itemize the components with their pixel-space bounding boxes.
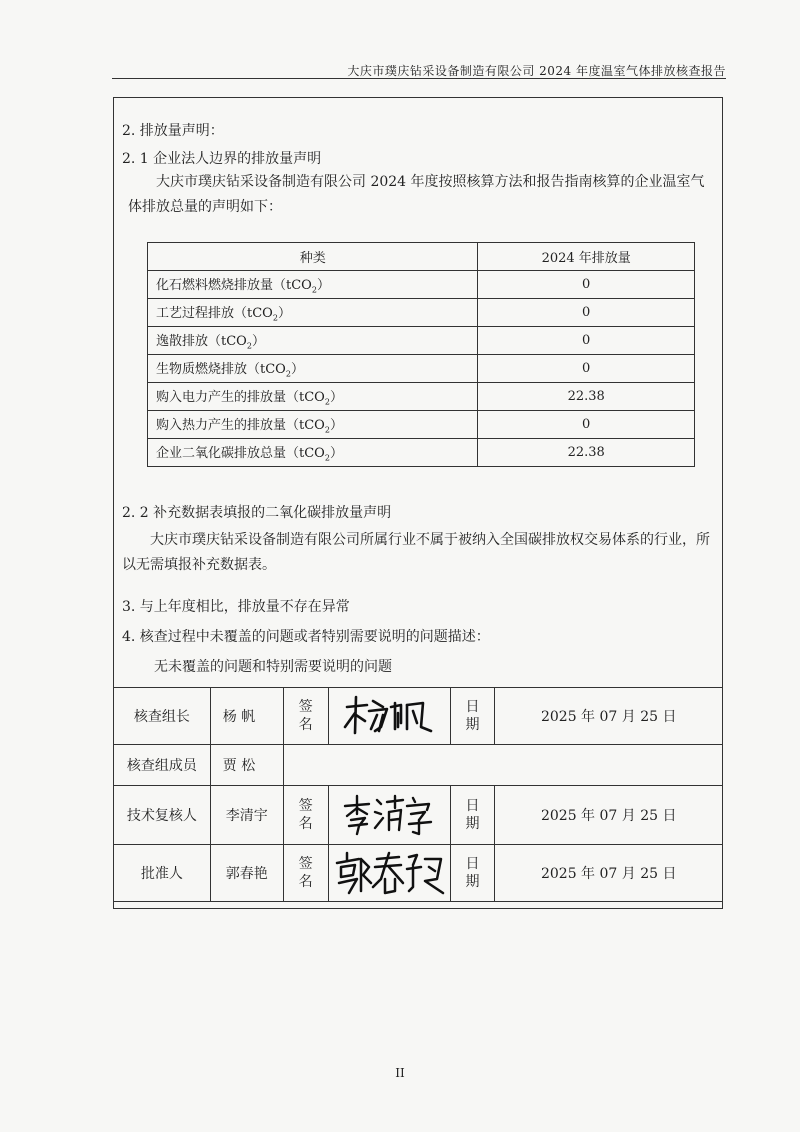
sign-label: 签 名 — [283, 688, 328, 745]
section4-text: 无未覆盖的问题和特别需要说明的问题 — [154, 659, 392, 675]
role-label: 批准人 — [114, 845, 211, 902]
person-name: 贾 松 — [210, 745, 283, 786]
emission-value: 0 — [478, 327, 695, 355]
table-row — [148, 383, 695, 411]
emission-type-label: 化石燃料燃烧排放量（tCO$_2$） — [148, 271, 478, 299]
page-number: II — [395, 1066, 405, 1080]
sign-date: 2025 年 07 月 25 日 — [495, 688, 723, 745]
person-name: 李清宇 — [210, 786, 283, 845]
role-label: 核查组成员 — [114, 745, 211, 786]
emission-value: 0 — [478, 411, 695, 439]
section2-heading: 2. 排放量声明： — [122, 123, 224, 139]
handwritten-signature — [328, 688, 450, 745]
report-header-title: 大庆市璞庆钻采设备制造有限公司 2024 年度温室气体排放核查报告 — [347, 64, 726, 78]
table-row — [148, 411, 695, 439]
column-header-type: 种类 — [148, 243, 478, 271]
signature-image — [339, 792, 439, 838]
handwritten-signature — [328, 845, 450, 902]
person-name: 杨 帆 — [210, 688, 283, 745]
empty-cell — [283, 745, 722, 786]
section2-1-text: 大庆市璞庆钻采设备制造有限公司 2024 年度按照核算方法和报告指南核算的企业温室气体排放总量的声明如下： — [128, 174, 705, 215]
signature-row — [114, 786, 723, 845]
emission-type-label: 生物质燃烧排放（tCO$_2$） — [148, 355, 478, 383]
sign-label: 签 名 — [283, 845, 328, 902]
signature-row — [114, 845, 723, 902]
section2-2-heading: 2. 2 补充数据表填报的二氧化碳排放量声明 — [122, 505, 392, 521]
date-label: 日 期 — [450, 688, 495, 745]
table-row — [148, 299, 695, 327]
role-label: 技术复核人 — [114, 786, 211, 845]
signature-image — [339, 693, 439, 739]
emissions-table — [147, 242, 695, 467]
signature-table — [113, 687, 723, 902]
handwritten-signature — [328, 786, 450, 845]
date-label: 日 期 — [450, 845, 495, 902]
section3-heading: 3. 与上年度相比，排放量不存在异常 — [122, 599, 350, 615]
signature-row — [114, 688, 723, 745]
emission-value: 22.38 — [478, 439, 695, 467]
date-label: 日 期 — [450, 786, 495, 845]
table-header-row — [148, 243, 695, 271]
section2-2-text: 大庆市璞庆钻采设备制造有限公司所属行业不属于被纳入全国碳排放权交易体系的行业，所以无需填报补充数据表。 — [122, 532, 710, 573]
signature-row — [114, 745, 723, 786]
emission-value: 0 — [478, 355, 695, 383]
table-row — [148, 327, 695, 355]
emission-type-label: 购入热力产生的排放量（tCO$_2$） — [148, 411, 478, 439]
column-header-value: 2024 年排放量 — [478, 243, 695, 271]
emission-value: 22.38 — [478, 383, 695, 411]
role-label: 核查组长 — [114, 688, 211, 745]
sign-label: 签 名 — [283, 786, 328, 845]
sign-date: 2025 年 07 月 25 日 — [495, 845, 723, 902]
emission-value: 0 — [478, 271, 695, 299]
table-row — [148, 439, 695, 467]
emission-type-label: 工艺过程排放（tCO$_2$） — [148, 299, 478, 327]
table-row — [148, 355, 695, 383]
sign-date: 2025 年 07 月 25 日 — [495, 786, 723, 845]
emission-type-label: 企业二氧化碳排放总量（tCO$_2$） — [148, 439, 478, 467]
section2-1-heading: 2. 1 企业法人边界的排放量声明 — [122, 151, 322, 167]
section4-heading: 4. 核查过程中未覆盖的问题或者特别需要说明的问题描述： — [122, 629, 490, 645]
emission-value: 0 — [478, 299, 695, 327]
header-rule — [112, 78, 726, 79]
emission-type-label: 购入电力产生的排放量（tCO$_2$） — [148, 383, 478, 411]
table-row — [148, 271, 695, 299]
emission-type-label: 逸散排放（tCO$_2$） — [148, 327, 478, 355]
signature-image — [333, 849, 445, 897]
person-name: 郭春艳 — [210, 845, 283, 902]
